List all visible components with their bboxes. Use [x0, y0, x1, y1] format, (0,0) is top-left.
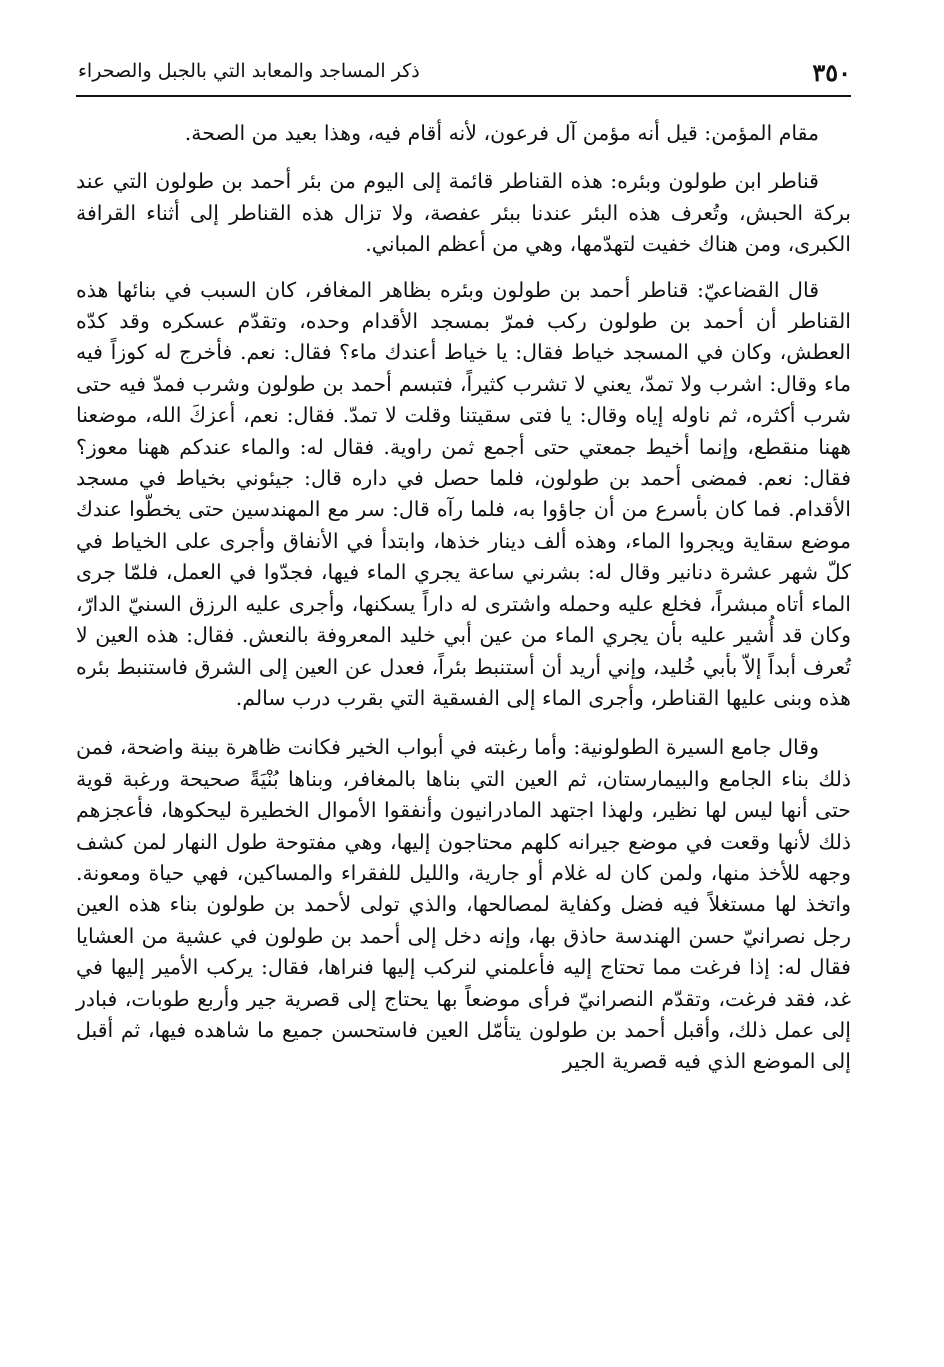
paragraph-qal-al-qudai: قال القضاعيّ: قناطر أحمد بن طولون وبئره بظاهر المغافر، كان السبب في بنائها هذه القناطر أن أحمد بن طولون ركب فمرّ بمسجد الأقدام وحده، وتقدّم عسكره وقد كدّه العطش، وكان في المسجد خياط فقال: يا خياط أعندك ماء؟ فقال: نعم. فأخرج له كوزاً فيه ماء وقال: اشرب ولا تمدّ، يعني لا تشرب كثيراً، فتبسم أحمد بن طولون وشرب فمدّ فيه حتى شرب أكثره، ثم ناوله إياه وقال: يا فتى سقيتنا وقلت لا تمدّ. فقال: نعم، أعزكَ الله، موضعنا ههنا منقطع، وإنما أخيط جمعتي حتى أجمع ثمن راوية. فقال له: والماء عندكم ههنا معوز؟ فقال: نعم. فمضى أحمد بن طولون، فلما حصل في داره قال: جيئوني بخياط في مسجد الأقدام. فما كان بأسرع من أن جاؤوا به، فلما رآه قال: سر مع المهندسين حتى يخطّوا عندك موضع سقاية ويجروا الماء، وهذه ألف دينار خذها، وابتدأ في الأنفاق وأجرى على الخياط في كلّ شهر عشرة دنانير وقال له: بشرني ساعة يجري الماء فيها، فجدّوا في العمل، فلمّا جرى الماء أتاه مبشراً، فخلع عليه وحمله واشترى له داراً يسكنها، وأجرى عليه الرزق السنيّ الدارّ، وكان قد أُشير عليه بأن يجري الماء من عين أبي خليد المعروفة بالنعش. فقال: هذه العين لا تُعرف أبداً إلاّ بأبي خُليد، وإني أريد أن أستنبط بئراً، فعدل عن العين إلى الشرق فاستنبط بئره هذه وبنى عليها القناطر، وأجرى الماء إلى الفسقية التي بقرب درب سالم.: [76, 277, 851, 710]
paragraph-maqam-al-mumin: مقام المؤمن: قيل أنه مؤمن آل فرعون، لأنه أقام فيه، وهذا بعيد من الصحة.: [184, 121, 819, 145]
running-title: ذكر المساجد والمعابد التي بالجبل والصحراء: [78, 60, 420, 82]
page-header: [78, 52, 851, 92]
body-text: [76, 118, 851, 1078]
paragraph-jami-al-sira: وقال جامع السيرة الطولونية: وأما رغبته في أبواب الخير فكانت ظاهرة بينة واضحة، فمن ذلك بناء الجامع والبيمارستان، ثم العين التي بناها بالمغافر، وبناها بُنْيَةً صحيحة ورغبة قوية حتى أنها ليس لها نظير، ولهذا اجتهد المادرانيون وأنفقوا الأموال الخطيرة ليحكوها، فأعجزهم ذلك لأنها وقعت في موضع جيرانه كلهم محتاجون إليها، وهي مفتوحة طول النهار لمن كشف وجهه للأخذ منها، ولمن كان له غلام أو جارية، والليل للفقراء والمساكين، فهي حياة ومعونة. واتخذ لها مستغلاً فيه فضل وكفاية لمصالحها، والذي تولى لأحمد بن طولون بناء هذه العين رجل نصرانيّ حسن الهندسة حاذق بها، وإنه دخل إلى أحمد بن طولون في عشية من العشايا فقال له: إذا فرغت مما تحتاج إليه فأعلمني لنركب إليها فنراها، فقال: يركب الأمير إليها في غد، فقد فرغت، وتقدّم النصرانيّ فرأى موضعاً بها يحتاج إلى قصرية جير وأربع طوبات، فبادر إلى عمل ذلك، وأقبل أحمد بن طولون يتأمّل العين فاستحسن جميع ما شاهده فيها، ثم أقبل إلى الموضع الذي فيه قصرية الجير: [76, 735, 851, 1074]
header-rule: [76, 95, 851, 97]
paragraph-qanatir-ibn-tulun: قناطر ابن طولون وبئره: هذه القناطر قائمة إلى اليوم من بئر أحمد بن طولون التي عند بركة الحبش، وتُعرف هذه البئر عندنا ببئر عفصة، ولا تزال هذه القناطر إلى أثناء القرافة الكبرى، ومن هناك خفيت لتهدّمها، وهي من أعظم المباني.: [76, 169, 851, 257]
page-number: ٣٥٠: [812, 58, 851, 87]
